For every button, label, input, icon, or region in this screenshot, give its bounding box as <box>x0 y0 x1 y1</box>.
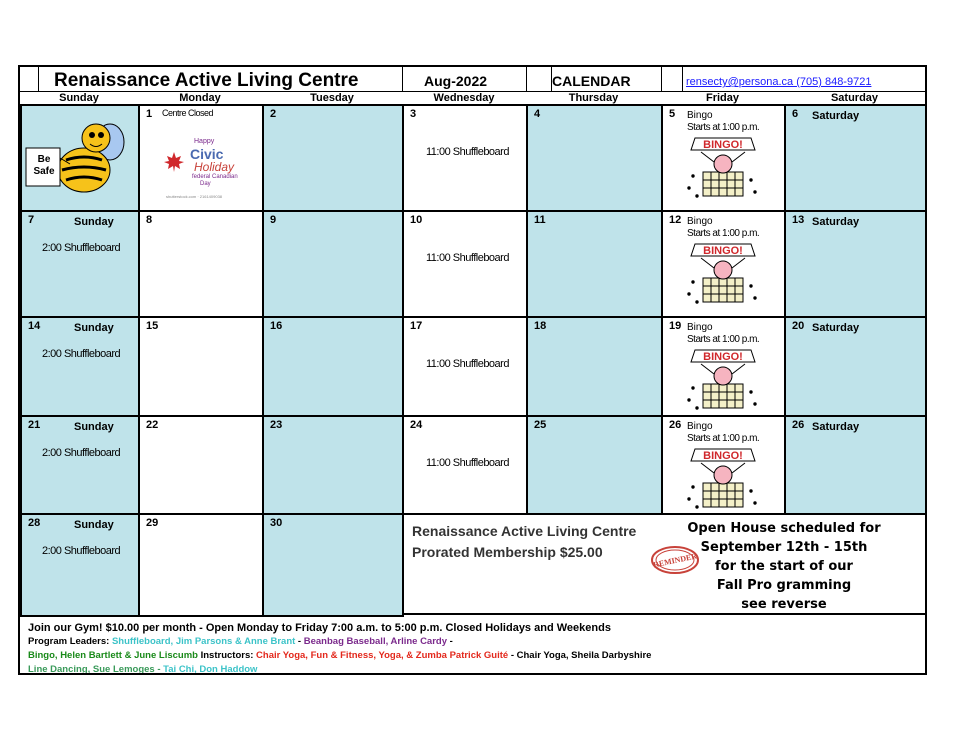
day-cell-sunday[interactable] <box>20 415 140 515</box>
day-label: Sunday <box>74 322 114 334</box>
event-label: Bingo <box>687 110 713 121</box>
day-cell-wednesday[interactable] <box>402 316 528 417</box>
bingo-icon <box>683 136 763 200</box>
event-text: Centre Closed <box>162 108 214 118</box>
day-cell-monday[interactable] <box>138 104 264 212</box>
contact-link[interactable]: rensecty@persona.ca (705) 848-9721 <box>686 76 872 88</box>
day-cell-sunday[interactable] <box>20 513 140 617</box>
day-cell-saturday[interactable] <box>784 316 927 417</box>
day-header-sunday: Sunday <box>59 92 99 104</box>
leader-line-dancing: Line Dancing, Sue Lemoges <box>28 664 155 673</box>
event-label: Bingo <box>687 322 713 333</box>
day-cell-tuesday[interactable] <box>262 415 404 515</box>
day-header-thursday: Thursday <box>568 92 619 104</box>
bingo-word: BINGO! <box>703 450 743 462</box>
day-number: 8 <box>146 214 153 226</box>
separator: - <box>154 664 164 673</box>
day-cell-wednesday[interactable] <box>402 104 528 212</box>
day-cell-thursday[interactable] <box>526 316 663 417</box>
day-label: Saturday <box>812 322 860 334</box>
day-label: Saturday <box>812 216 860 228</box>
day-header-friday: Friday <box>705 92 739 104</box>
day-number: 29 <box>146 517 159 529</box>
month-label: Aug-2022 <box>424 73 488 89</box>
day-number: 2 <box>270 108 277 120</box>
day-number: 1 <box>146 108 153 120</box>
bingo-word: BINGO! <box>703 351 743 363</box>
leaders-label: Program Leaders: <box>28 636 112 647</box>
leader-bingo: Bingo, Helen Bartlett & June Liscumb <box>28 650 198 661</box>
day-header-saturday: Saturday <box>830 92 879 104</box>
notice-title: Renaissance Active Living Centre <box>412 523 637 539</box>
day-cell-wednesday[interactable] <box>402 210 528 318</box>
open-house-notice <box>684 519 884 614</box>
day-cell-thursday[interactable] <box>526 104 663 212</box>
header-divider <box>38 67 39 91</box>
instructor-patrick: Chair Yoga, Fun & Fitness, Yoga, & Zumba Patrick Guité <box>256 650 509 661</box>
bingo-icon <box>683 242 763 306</box>
day-cell-tuesday[interactable] <box>262 104 404 212</box>
day-number: 22 <box>146 419 159 431</box>
day-label: Saturday <box>812 421 860 433</box>
day-cell-saturday[interactable] <box>784 104 927 212</box>
leader-tai-chi: Tai Chi, Don Haddow <box>163 664 258 673</box>
day-cell-saturday[interactable] <box>784 415 927 515</box>
day-cell-sunday[interactable] <box>20 316 140 417</box>
event-text: Starts at 1:00 p.m. <box>687 433 760 444</box>
separator: - <box>447 636 453 647</box>
day-number: 10 <box>410 214 423 226</box>
day-cell-saturday[interactable] <box>784 210 927 318</box>
holiday-text: Civic <box>190 146 224 162</box>
day-cell-friday[interactable] <box>661 316 786 417</box>
header-divider <box>682 67 683 91</box>
gym-info: Join our Gym! $10.00 per month - Open Monday to Friday 7:00 a.m. to 5:00 p.m. Closed Holidays and Weekends <box>28 622 611 634</box>
event-text: 11:00 Shuffleboard <box>426 457 509 469</box>
day-number: 5 <box>669 108 676 120</box>
day-number: 20 <box>792 320 805 332</box>
day-number: 26 <box>792 419 805 431</box>
day-number: 4 <box>534 108 541 120</box>
day-cell-tuesday[interactable] <box>262 513 404 617</box>
day-cell-sunday[interactable] <box>20 210 140 318</box>
day-number: 28 <box>28 517 41 529</box>
day-number: 14 <box>28 320 41 332</box>
footer-info <box>20 615 925 673</box>
maple-leaf-icon <box>162 150 186 174</box>
day-number: 13 <box>792 214 805 226</box>
day-number: 21 <box>28 419 41 431</box>
notice-membership: Prorated Membership $25.00 <box>412 544 603 560</box>
day-cell-thursday[interactable] <box>526 415 663 515</box>
day-label: Saturday <box>812 110 860 122</box>
civic-holiday-image <box>160 132 240 202</box>
day-cell-monday[interactable] <box>138 513 264 617</box>
event-text: 2:00 Shuffleboard <box>42 348 121 360</box>
day-cell-sunday[interactable] <box>20 104 140 212</box>
day-header-monday: Monday <box>179 92 221 104</box>
open-house-line: for the start of our <box>715 559 853 574</box>
day-number: 15 <box>146 320 159 332</box>
event-text: Starts at 1:00 p.m. <box>687 228 760 239</box>
instructors-label: Instructors: <box>197 650 257 661</box>
leader-shuffleboard: Shuffleboard, Jim Parsons & Anne Brant <box>111 636 296 647</box>
open-house-line: see reverse <box>741 597 827 612</box>
calendar <box>18 65 927 675</box>
bingo-word: BINGO! <box>703 139 743 151</box>
day-cell-wednesday[interactable] <box>402 415 528 515</box>
day-number: 3 <box>410 108 417 120</box>
holiday-text: Day <box>200 181 211 187</box>
header-divider <box>661 67 662 91</box>
event-text: 11:00 Shuffleboard <box>426 358 509 370</box>
day-number: 6 <box>792 108 799 120</box>
day-cell-thursday[interactable] <box>526 210 663 318</box>
notice-box <box>402 513 927 615</box>
day-header-wednesday: Wednesday <box>433 92 495 104</box>
image-credit: shutterstock.com · 2161409038 <box>166 194 223 199</box>
day-label: Sunday <box>74 519 114 531</box>
day-number: 11 <box>534 214 546 226</box>
header-divider <box>402 67 403 91</box>
day-header-tuesday: Tuesday <box>310 92 354 104</box>
day-number: 12 <box>669 214 682 226</box>
day-cell-friday[interactable] <box>661 415 786 515</box>
bingo-icon <box>683 447 763 511</box>
event-text: 2:00 Shuffleboard <box>42 447 121 459</box>
day-cell-monday[interactable] <box>138 415 264 515</box>
event-label: Bingo <box>687 421 713 432</box>
header-divider <box>526 67 527 91</box>
event-label: Bingo <box>687 216 713 227</box>
event-text: Starts at 1:00 p.m. <box>687 334 760 345</box>
holiday-text: Holiday <box>194 160 235 174</box>
event-text: 2:00 Shuffleboard <box>42 242 121 254</box>
holiday-text: Happy <box>194 138 215 145</box>
day-label: Sunday <box>74 421 114 433</box>
day-cell-friday[interactable] <box>661 210 786 318</box>
open-house-line: September 12th - 15th <box>700 540 868 555</box>
day-number: 16 <box>270 320 283 332</box>
day-cell-friday[interactable] <box>661 104 786 212</box>
event-text: Starts at 1:00 p.m. <box>687 122 760 133</box>
instructors <box>28 649 925 663</box>
event-text: 11:00 Shuffleboard <box>426 146 509 158</box>
leader-beanbag: Beanbag Baseball, Arline Cardy <box>303 636 448 647</box>
holiday-text: federal Canadian <box>192 174 238 180</box>
more-leaders <box>28 663 925 673</box>
day-cell-monday[interactable] <box>138 210 264 318</box>
event-text: 11:00 Shuffleboard <box>426 252 509 264</box>
be-safe-sign: Be Safe <box>33 154 55 177</box>
day-number: 30 <box>270 517 283 529</box>
calendar-label: CALENDAR <box>552 73 631 89</box>
day-number: 18 <box>534 320 547 332</box>
day-number: 23 <box>270 419 283 431</box>
event-text: 2:00 Shuffleboard <box>42 545 121 557</box>
day-number: 9 <box>270 214 277 226</box>
page-title: Renaissance Active Living Centre <box>54 70 359 91</box>
open-house-line: Open House scheduled for <box>687 521 881 536</box>
day-number: 26 <box>669 419 682 431</box>
day-number: 7 <box>28 214 35 226</box>
day-number: 24 <box>410 419 423 431</box>
day-cell-monday[interactable] <box>138 316 264 417</box>
day-label: Sunday <box>74 216 114 228</box>
program-leaders <box>28 635 925 649</box>
bingo-word: BINGO! <box>703 245 743 257</box>
day-number: 25 <box>534 419 547 431</box>
bingo-icon <box>683 348 763 412</box>
day-number: 17 <box>410 320 423 332</box>
day-number: 19 <box>669 320 682 332</box>
day-cell-tuesday[interactable] <box>262 210 404 318</box>
stamp-text: REMINDER <box>652 551 698 570</box>
day-cell-tuesday[interactable] <box>262 316 404 417</box>
open-house-line: Fall Pro gramming <box>716 578 852 593</box>
separator: - <box>295 636 304 647</box>
instructor-sheila: - Chair Yoga, Sheila Darbyshire <box>508 650 652 661</box>
